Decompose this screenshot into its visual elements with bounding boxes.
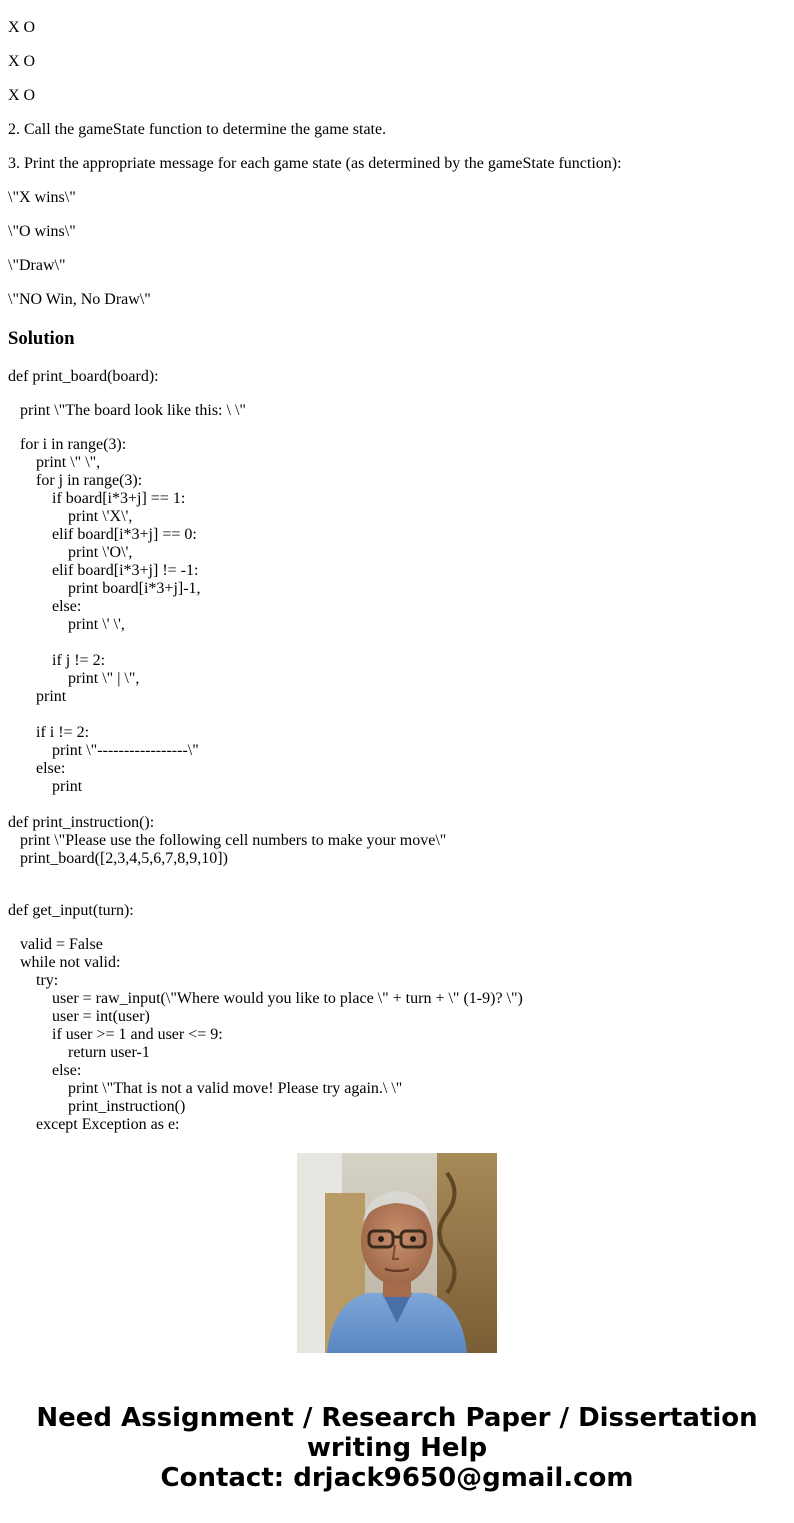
step-2: 2. Call the gameState function to determine the game state. [8,121,387,138]
message-o-wins: \"O wins\" [8,223,76,240]
message-draw: \"Draw\" [8,257,66,274]
promo-line-2: writing Help [306,1433,488,1463]
code-line: else: [8,598,82,615]
code-line: print [8,778,83,795]
solution-heading: Solution [8,328,75,349]
code-line: for j in range(3): [8,472,143,489]
message-no-win: \"NO Win, No Draw\" [8,291,151,308]
code-line: user = raw_input(\"Where would you like to place \" + turn + \" (1-9)? \") [8,990,523,1007]
intro-line: X O [8,53,36,70]
avatar-photo [297,1153,497,1353]
code-line: for i in range(3): [8,436,127,453]
code-line: print \"-----------------\" [8,742,199,759]
code-line: print \" | \", [8,670,140,687]
code-line: else: [8,1062,82,1079]
promo-banner [0,1140,794,1523]
code-line: user = int(user) [8,1008,150,1025]
promo-text [0,1403,794,1493]
code-line: print [8,688,67,705]
code-line: try: [8,972,59,989]
promo-line-1: Need Assignment / Research Paper / Dissertation [36,1403,758,1433]
code-line: print board[i*3+j]-1, [8,580,201,597]
code-line: elif board[i*3+j] == 0: [8,526,197,543]
code-line: print \" \", [8,454,101,471]
solution-code [8,368,786,1133]
code-line: if j != 2: [8,652,106,669]
code-line: print_board([2,3,4,5,6,7,8,9,10]) [8,850,228,867]
code-line: return user-1 [8,1044,150,1061]
code-line: print \' \', [8,616,125,633]
code-line: def print_instruction(): [8,814,155,831]
code-line: valid = False [8,936,103,953]
code-line: elif board[i*3+j] != -1: [8,562,199,579]
code-line: print \"Please use the following cell numbers to make your move\" [8,832,447,849]
promo-contact: Contact: drjack9650@gmail.com [160,1463,634,1493]
code-line: while not valid: [8,954,121,971]
message-x-wins: \"X wins\" [8,189,76,206]
code-line: else: [8,760,66,777]
person-photo-icon [297,1153,497,1353]
step-3: 3. Print the appropriate message for each game state (as determined by the gameState function): [8,155,622,172]
code-line: def print_board(board): [8,368,159,385]
intro-line: X O [8,19,36,36]
code-line: print \"That is not a valid move! Please try again.\ \" [8,1080,403,1097]
code-line: print \'X\', [8,508,133,525]
code-line: except Exception as e: [8,1116,180,1133]
code-line: print_instruction() [8,1098,186,1115]
code-line: def get_input(turn): [8,902,134,919]
intro-line: X O [8,87,36,104]
code-line: if board[i*3+j] == 1: [8,490,186,507]
code-line: print \"The board look like this: \ \" [8,402,246,419]
code-line: print \'O\', [8,544,133,561]
code-line: if user >= 1 and user <= 9: [8,1026,223,1043]
code-line: if i != 2: [8,724,90,741]
